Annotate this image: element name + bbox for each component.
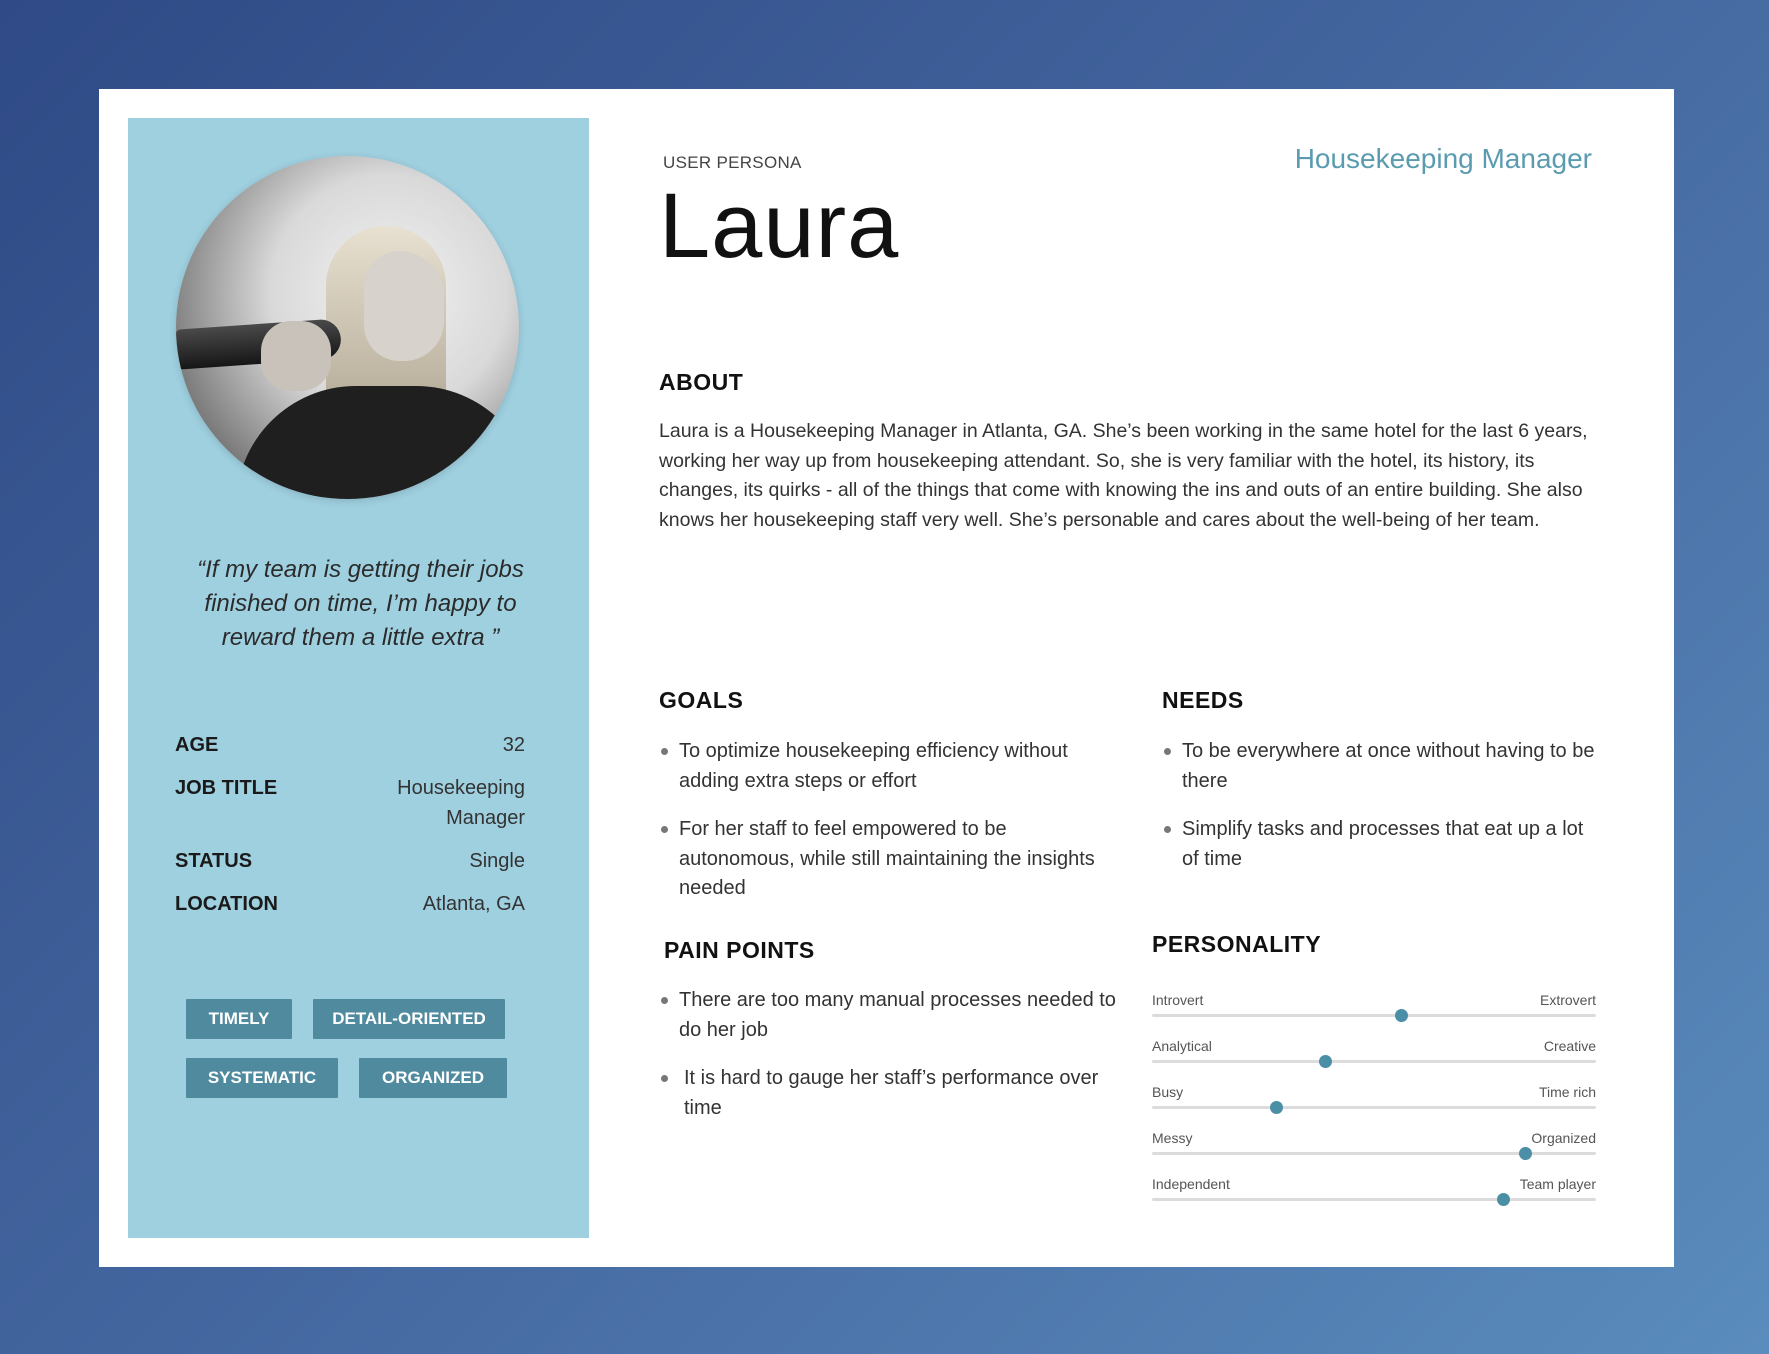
fact-label: JOB TITLE [175, 777, 278, 799]
persona-card [99, 89, 1674, 1267]
slider-left-label: Analytical [1152, 1038, 1212, 1054]
needs-list [1162, 737, 1602, 893]
personality-slider-introvert-extrovert [1152, 992, 1596, 1032]
photo-body [236, 386, 519, 499]
about-text: Laura is a Housekeeping Manager in Atlanta, GA. She’s been working in the same hotel for the last 6 years, working her way up from housekeeping attendant. So, she is very familiar with the hotel, its history, its changes, its quirks - all of the things that come with knowing the ins and outs of an entire building. She also knows her housekeeping staff very well. She’s personable and cares about the well-being of her team. [659, 420, 1588, 531]
goals-heading: GOALS [659, 687, 744, 713]
tag-detail-oriented: DETAIL-ORIENTED [313, 999, 505, 1039]
tag-timely: TIMELY [186, 999, 292, 1039]
fact-label: AGE [175, 734, 219, 756]
list-item: For her staff to feel empowered to be autonomous, while still maintaining the insights needed [659, 815, 1099, 904]
tag-systematic: SYSTEMATIC [186, 1058, 338, 1098]
slider-left-label: Messy [1152, 1130, 1193, 1146]
slider-right-label: Creative [1543, 1038, 1596, 1054]
persona-name: Laura [659, 175, 900, 277]
fact-job-title [175, 773, 525, 846]
personality-slider-analytical-creative [1152, 1038, 1596, 1078]
personality-heading: PERSONALITY [1152, 931, 1322, 957]
slider-dot [1395, 1009, 1408, 1022]
fact-value: 32 [502, 734, 525, 756]
fact-age [175, 730, 525, 773]
fact-value: Atlanta, GA [422, 893, 525, 915]
persona-facts [175, 730, 525, 932]
personality-slider-messy-organized [1152, 1130, 1596, 1170]
slider-track [1152, 1198, 1596, 1201]
slider-right-label: Team player [1519, 1176, 1596, 1192]
slider-right-label: Time rich [1538, 1084, 1596, 1100]
persona-sidebar [128, 118, 589, 1238]
slider-dot [1519, 1147, 1532, 1160]
slider-dot [1319, 1055, 1332, 1068]
goals-list [659, 737, 1099, 923]
fact-label: LOCATION [175, 893, 278, 915]
slider-right-label: Extrovert [1539, 992, 1596, 1008]
personality-slider-busy-time-rich [1152, 1084, 1596, 1124]
tag-organized: ORGANIZED [359, 1058, 507, 1098]
fact-value: Housekeeping Manager [397, 777, 525, 829]
slider-dot [1270, 1101, 1283, 1114]
slider-left-label: Independent [1152, 1176, 1230, 1192]
list-item: Simplify tasks and processes that eat up a lot of time [1162, 815, 1602, 874]
fact-status [175, 846, 525, 889]
slider-left-label: Introvert [1152, 992, 1204, 1008]
persona-photo [176, 156, 519, 499]
fact-label: STATUS [175, 850, 253, 872]
slider-left-label: Busy [1152, 1084, 1184, 1100]
list-item: To be everywhere at once without having to be there [1162, 737, 1602, 796]
list-item: It is hard to gauge her staff’s performance over time [659, 1064, 1119, 1123]
persona-quote: “If my team is getting their jobs finished on time, I’m happy to reward them a little extra ” [197, 556, 524, 651]
persona-eyebrow: USER PERSONA [663, 153, 802, 172]
list-item: There are too many manual processes needed to do her job [659, 986, 1119, 1045]
fact-value: Single [469, 850, 525, 872]
slider-track [1152, 1060, 1596, 1063]
about-heading: ABOUT [659, 369, 744, 395]
photo-face [364, 251, 444, 361]
slider-track [1152, 1106, 1596, 1109]
pain-points-list [659, 986, 1119, 1142]
needs-heading: NEEDS [1162, 687, 1244, 713]
photo-hand [261, 321, 331, 391]
pain-points-heading: PAIN POINTS [664, 937, 815, 963]
slider-track [1152, 1014, 1596, 1017]
list-item: To optimize housekeeping efficiency without adding extra steps or effort [659, 737, 1099, 796]
fact-location [175, 889, 525, 932]
slider-right-label: Organized [1531, 1130, 1596, 1146]
persona-role: Housekeeping Manager [1294, 143, 1592, 174]
personality-slider-independent-team-player [1152, 1176, 1596, 1216]
slider-dot [1497, 1193, 1510, 1206]
